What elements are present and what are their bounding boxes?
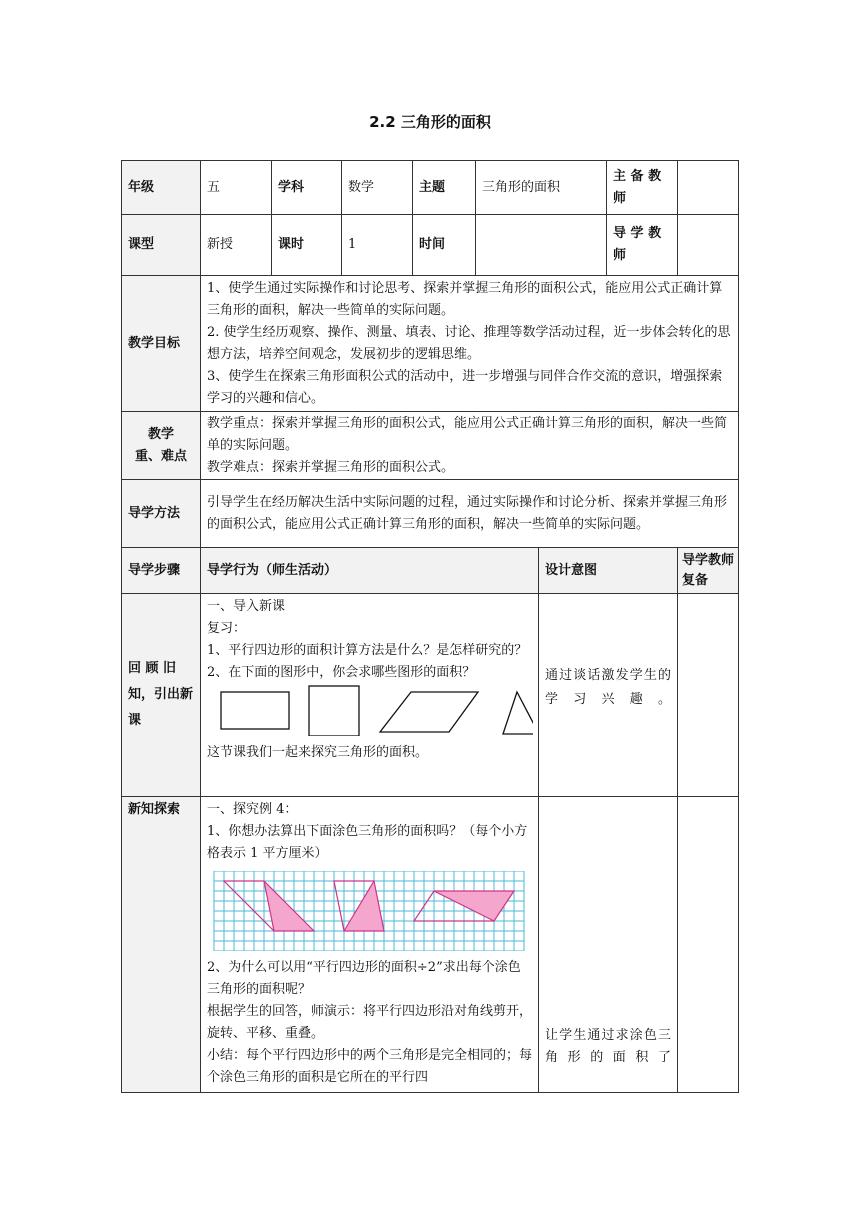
behavior-header: 导学行为（师生活动） [201, 548, 539, 594]
lead-teacher-label: 主 备 教 师 [607, 161, 678, 215]
review-shapes-figure [207, 684, 532, 736]
rectangle-shape [221, 692, 289, 729]
method-row [122, 480, 739, 548]
periods-value: 1 [342, 215, 413, 276]
grade-value: 五 [201, 161, 272, 215]
triangle-shape [503, 692, 533, 734]
explore-line: 根据学生的回答，师演示：将平行四边形沿对角线剪开，旋转、平移、重叠。 [207, 1004, 533, 1041]
page-title: 2.2 三角形的面积 [369, 113, 491, 131]
grid-figure [213, 871, 532, 951]
explore-row [122, 797, 739, 1093]
review-closing: 这节课我们一起来探究三角形的面积。 [207, 745, 429, 760]
guide-teacher-label: 导 学 教 师 [607, 215, 678, 276]
explore-content [201, 797, 539, 1093]
square-shape [309, 686, 359, 736]
topic-value: 三角形的面积 [476, 161, 607, 215]
grid-svg [213, 871, 525, 951]
intent-header: 设计意图 [539, 548, 678, 594]
lesson-type-label: 课型 [122, 215, 201, 276]
grade-label: 年级 [122, 161, 201, 215]
objective-item: 1、使学生通过实际操作和讨论思考、探索并掌握三角形的面积公式，能应用公式正确计算三角形的面积，解决一些简单的实际问题。 [207, 280, 723, 318]
method-label: 导学方法 [122, 480, 201, 548]
review-line: 2、在下面的图形中，你会求哪些图形的面积？ [207, 665, 476, 680]
periods-label: 课时 [272, 215, 342, 276]
key-points-label-line2: 重、难点 [134, 448, 187, 464]
key-point-item: 教学重点：探索并掌握三角形的面积公式，能应用公式正确计算三角形的面积，解决一些简单的实际问题。 [207, 415, 728, 453]
key-points-row [122, 412, 739, 480]
review-label: 回 顾 旧 知，引出新课 [122, 594, 201, 797]
time-label: 时间 [413, 215, 476, 276]
explore-line: 1、你想办法算出下面涂色三角形的面积吗？（每个小方格表示 1 平方厘米） [207, 824, 528, 861]
shapes-svg [207, 684, 533, 736]
steps-header-row [122, 548, 739, 594]
review-content [201, 594, 539, 797]
guide-teacher-value [678, 215, 739, 276]
review-intent: 通过谈话激发学生的学习兴趣。 [539, 594, 678, 797]
subject-label: 学科 [272, 161, 342, 215]
lead-teacher-value [678, 161, 739, 215]
objective-item: 2. 使学生经历观察、操作、测量、填表、讨论、推理等数学活动过程，近一步体会转化的思想方法，培养空间观念，发展初步的逻辑思维。 [207, 324, 731, 362]
parallelogram-shape [380, 692, 478, 732]
subject-value: 数学 [342, 161, 413, 215]
objectives-row [122, 276, 739, 412]
info-row-1 [122, 161, 739, 215]
objectives-content [201, 276, 739, 412]
explore-line: 2、为什么可以用“平行四边形的面积÷2”求出每个涂色三角形的面积呢？ [207, 960, 521, 997]
time-value [476, 215, 607, 276]
notes-header: 导学教师复备 [678, 548, 739, 594]
explore-line: 一、探究例 4： [207, 802, 298, 817]
review-notes [678, 594, 739, 797]
review-line: 一、导入新课 [207, 599, 286, 614]
method-text: 引导学生在经历解决生活中实际问题的过程，通过实际操作和讨论分析、探索并掌握三角形的面积公式，能应用公式正确计算三角形的面积，解决一些简单的实际问题。 [201, 480, 739, 548]
key-points-label-line1: 教学 [147, 426, 174, 442]
step-header: 导学步骤 [122, 548, 201, 594]
key-points-content [201, 412, 739, 480]
topic-label: 主题 [413, 161, 476, 215]
review-line: 1、平行四边形的面积计算方法是什么？是怎样研究的？ [207, 643, 528, 658]
review-line: 复习： [207, 621, 247, 636]
explore-notes [678, 797, 739, 1093]
lesson-type-value: 新授 [201, 215, 272, 276]
review-row [122, 594, 739, 797]
lesson-plan-table [121, 160, 739, 1093]
explore-line: 小结：每个平行四边形中的两个三角形是完全相同的；每个涂色三角形的面积是它所在的平行四 [207, 1048, 533, 1085]
explore-intent: 让学生通过求涂色三角形的面积了 [539, 797, 678, 1093]
explore-label: 新知探索 [122, 797, 201, 1093]
key-points-label [122, 412, 201, 480]
objectives-label: 教学目标 [122, 276, 201, 412]
key-point-item: 教学难点：探索并掌握三角形的面积公式。 [207, 459, 455, 475]
info-row-2 [122, 215, 739, 276]
objective-item: 3、使学生在探索三角形面积公式的活动中，进一步增强与同伴合作交流的意识，增强探索学习的兴趣和信心。 [207, 368, 723, 406]
